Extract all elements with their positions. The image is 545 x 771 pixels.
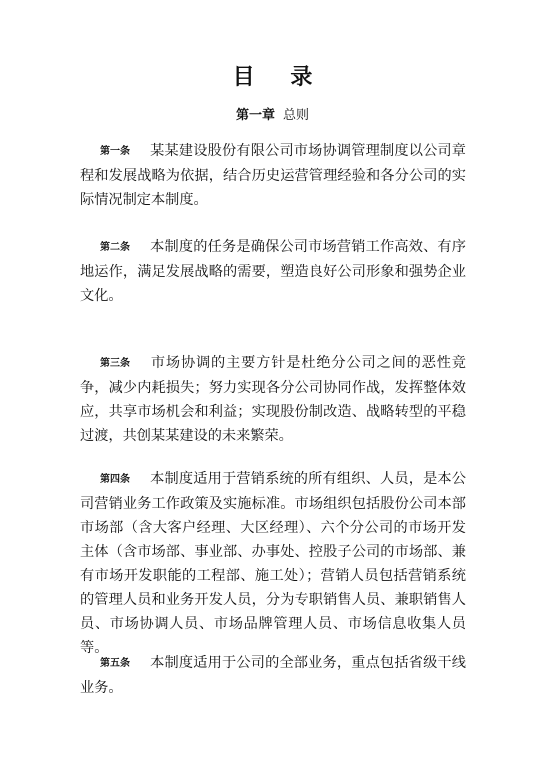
article-text: 市场协调的主要方针是杜绝分公司之间的恶性竞争，减少内耗损失；努力实现各分公司协同作战，发挥整体效应，共享市场机会和利益；实现股份制改造、战略转型的平稳过渡，共创某某建设的未来繁荣。 xyxy=(80,355,466,444)
article-label: 第二条 xyxy=(100,242,130,253)
article-label: 第一条 xyxy=(100,146,130,157)
chapter-name: 总则 xyxy=(283,108,310,123)
article-text: 本制度适用于公司的全部业务，重点包括省级干线业务。 xyxy=(80,655,466,696)
chapter-heading xyxy=(0,104,545,123)
article-label: 第三条 xyxy=(100,358,130,369)
article-4 xyxy=(80,467,466,660)
chapter-label: 第一章 xyxy=(235,108,275,123)
article-text: 本制度适用于营销系统的所有组织、人员，是本公司营销业务工作政策及实施标准。市场组织包括股份公司本部市场部（含大客户经理、大区经理）、六个分公司的市场开发主体（含市场部、事业部、办事处、控股子公司的市场部、兼有市场开发职能的工程部、施工处）；营销人员包括营销系统的管理人员和业务开发人员，分为专职销售人员、兼职销售人员、市场协调人员、市场品牌管理人员、市场信息收集人员等。 xyxy=(80,471,466,656)
article-3 xyxy=(80,351,466,448)
article-label: 第五条 xyxy=(100,658,130,669)
document-title: 目 录 xyxy=(232,64,327,90)
article-2 xyxy=(80,235,466,308)
article-text: 本制度的任务是确保公司市场营销工作高效、有序地运作，满足发展战略的需要，塑造良好公司形象和强势企业文化。 xyxy=(80,239,466,304)
article-5 xyxy=(80,651,466,700)
article-text: 某某建设股份有限公司市场协调管理制度以公司章程和发展战略为依据，结合历史运营管理经验和各分公司的实际情况制定本制度。 xyxy=(80,143,466,208)
article-1 xyxy=(80,139,466,212)
article-label: 第四条 xyxy=(100,474,130,485)
